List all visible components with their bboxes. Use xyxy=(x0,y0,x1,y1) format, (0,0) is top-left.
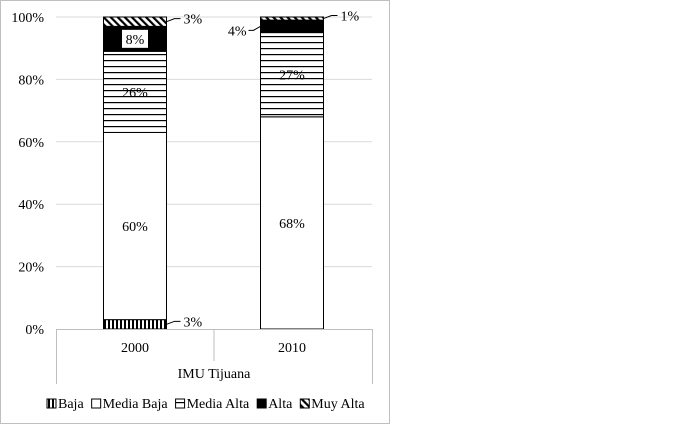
legend-label: Baja xyxy=(58,397,84,412)
legend-item-media-alta xyxy=(176,397,250,412)
data-label-alta: 4% xyxy=(227,24,247,40)
legend-item-baja xyxy=(47,397,84,412)
leader-line xyxy=(167,19,181,22)
y-tick-label: 80% xyxy=(18,73,44,89)
bar-segment-baja xyxy=(104,320,167,329)
x-category-label: 2000 xyxy=(121,341,149,356)
outer-border xyxy=(1,1,390,424)
y-tick-label: 60% xyxy=(18,135,44,151)
legend-item-alta xyxy=(257,397,293,412)
legend-item-muy-alta xyxy=(300,397,365,412)
x-category-label: 2010 xyxy=(278,341,306,356)
legend-swatch xyxy=(176,399,185,408)
data-label-media-baja: 68% xyxy=(279,216,305,232)
legend-label: Media Baja xyxy=(102,397,168,412)
x-axis xyxy=(56,329,373,384)
x-group-label: IMU Tijuana xyxy=(177,367,251,382)
bar-segment-alta xyxy=(261,20,324,32)
y-tick-label: 100% xyxy=(11,11,44,26)
legend-swatch xyxy=(257,399,266,408)
data-label-media-baja: 60% xyxy=(122,220,148,236)
bars xyxy=(104,17,324,329)
bar-segment-muy-alta xyxy=(104,17,167,26)
legend-swatch xyxy=(300,399,309,408)
legend-label: Alta xyxy=(268,397,293,412)
data-label-media-alta: 27% xyxy=(279,68,305,84)
data-label-media-alta: 26% xyxy=(122,85,148,101)
data-label-muy-alta: 3% xyxy=(183,12,203,28)
y-axis xyxy=(11,11,44,338)
data-label-baja: 3% xyxy=(183,315,203,331)
legend-item-media-baja xyxy=(92,397,169,412)
legend-swatch xyxy=(92,399,101,408)
legend-label: Media Alta xyxy=(186,397,250,412)
legend-swatch xyxy=(47,399,56,408)
y-tick-label: 20% xyxy=(18,260,44,276)
y-tick-label: 40% xyxy=(18,198,44,214)
data-label-muy-alta: 1% xyxy=(340,9,360,25)
y-tick-label: 0% xyxy=(25,323,44,338)
legend xyxy=(47,397,365,412)
leader-line xyxy=(249,26,261,30)
bar-segment-muy-alta xyxy=(261,17,324,20)
legend-label: Muy Alta xyxy=(311,397,365,412)
leader-line xyxy=(167,321,181,324)
data-label-alta: 8% xyxy=(125,32,145,48)
